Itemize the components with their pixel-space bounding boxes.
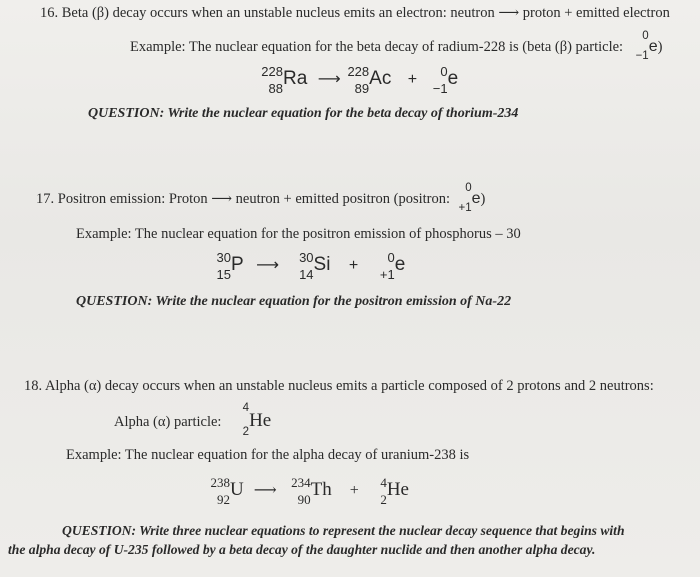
q17-reactant-atomic: 15 <box>216 267 231 282</box>
q17-product2 <box>379 250 406 282</box>
q18-question-line2: the alpha decay of U-235 followed by a beta decay of the daughter nuclide and then another alpha decay. <box>8 542 596 557</box>
q17-product1-symbol: Si <box>313 254 331 275</box>
q17-reactant-mass: 30 <box>216 250 231 265</box>
q16-product1-mass: 228 <box>347 64 370 79</box>
q17-close-paren: ) <box>480 191 486 207</box>
q17-plus: + <box>348 257 359 274</box>
q18-reactant-symbol: U <box>230 479 244 500</box>
q17-product2-symbol: e <box>394 254 406 275</box>
q16-equation <box>261 64 459 96</box>
q17-arrow: ⟶ <box>256 257 280 274</box>
q18-product2 <box>380 475 409 507</box>
q18-product1-atomic: 90 <box>297 492 311 507</box>
q17-product1 <box>299 250 331 282</box>
q17-particle-symbol: e <box>471 190 481 207</box>
q17-intro: 17. Positron emission: Proton ⟶ neutron + emitted positron (positron: <box>36 191 451 207</box>
q18-equation <box>210 475 409 507</box>
q16-product2-symbol: e <box>447 68 459 89</box>
q18-product1-mass: 234 <box>291 475 311 490</box>
q16-plus: + <box>407 71 418 88</box>
q18-product1 <box>291 475 332 507</box>
q16-reactant-symbol: Ra <box>283 68 308 89</box>
q18-example: Example: The nuclear equation for the alpha decay of uranium-238 is <box>66 447 470 463</box>
q16-example <box>130 30 663 62</box>
q16-particle-atomic: −1 <box>635 49 649 62</box>
q16-product2-mass: 0 <box>440 64 448 79</box>
q17-particle <box>458 182 481 214</box>
q18-particle-label: Alpha (α) particle: <box>114 414 222 430</box>
q17-product1-mass: 30 <box>299 250 314 265</box>
q17-question: QUESTION: Write the nuclear equation for the positron emission of Na-22 <box>76 294 512 309</box>
q18-question-line1: QUESTION: Write three nuclear equations to represent the nuclear decay sequence that begins with <box>62 523 625 538</box>
q17-product2-atomic: +1 <box>379 267 395 282</box>
q18-reactant-mass: 238 <box>210 475 230 490</box>
q18-particle-line <box>114 402 272 438</box>
q17-product2-mass: 0 <box>387 250 395 265</box>
q16-question: QUESTION: Write the nuclear equation for the beta decay of thorium-234 <box>88 106 519 121</box>
q16-particle <box>635 30 658 62</box>
q18-particle-mass: 4 <box>242 402 250 414</box>
q18-arrow: ⟶ <box>253 482 277 499</box>
q18-particle-atomic: 2 <box>242 425 250 438</box>
q16-product1-symbol: Ac <box>369 68 392 89</box>
q16-product2-atomic: −1 <box>432 81 448 96</box>
q17-reactant-symbol: P <box>231 254 244 275</box>
q18-particle-symbol: He <box>249 410 272 431</box>
q16-product2 <box>432 64 459 96</box>
q16-example-text: Example: The nuclear equation for the beta decay of radium-228 is (beta (β) particle: <box>130 39 624 55</box>
q18-product2-symbol: He <box>386 479 409 500</box>
q17-product1-atomic: 14 <box>299 267 314 282</box>
q18-product2-mass: 4 <box>380 475 387 490</box>
q16-product1 <box>347 64 392 96</box>
q16-reactant-mass: 228 <box>261 64 283 79</box>
q16-arrow: ⟶ <box>317 71 341 88</box>
q17-example: Example: The nuclear equation for the positron emission of phosphorus – 30 <box>76 226 521 242</box>
q16-particle-mass: 0 <box>642 30 649 42</box>
q16-reactant-atomic: 88 <box>268 81 283 96</box>
q16-intro: 16. Beta (β) decay occurs when an unstable nucleus emits an electron: neutron ⟶ proton + emitted electron <box>40 5 670 21</box>
q17-particle-atomic: +1 <box>458 201 472 214</box>
q18-particle <box>242 402 272 438</box>
q17-particle-mass: 0 <box>465 182 472 194</box>
q18-plus: + <box>349 482 359 499</box>
q17-intro-line <box>36 182 486 214</box>
q16-particle-symbol: e <box>648 38 658 55</box>
q16-product1-atomic: 89 <box>354 81 370 96</box>
q16-reactant <box>261 64 308 96</box>
q18-product1-symbol: Th <box>310 479 332 500</box>
q18-reactant-atomic: 92 <box>217 492 230 507</box>
q16-close-paren: ) <box>657 39 663 55</box>
q18-reactant <box>210 475 244 507</box>
q17-equation <box>216 250 406 282</box>
q18-intro: 18. Alpha (α) decay occurs when an unstable nucleus emits a particle composed of 2 protons and 2 neutrons: <box>24 378 654 394</box>
q17-reactant <box>216 250 244 282</box>
q18-product2-atomic: 2 <box>380 492 387 507</box>
